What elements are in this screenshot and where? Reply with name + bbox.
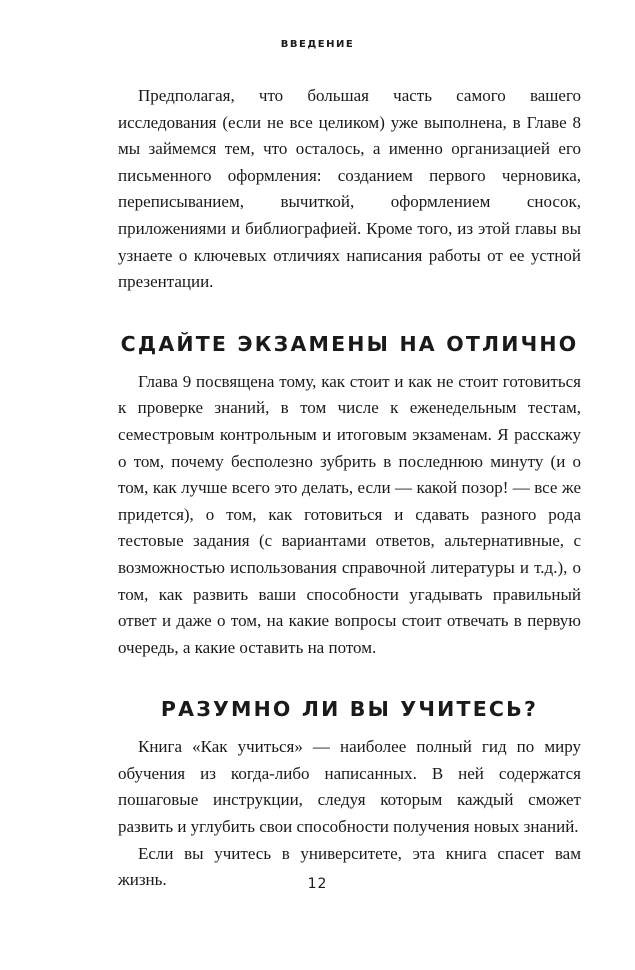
exams-paragraph: Глава 9 посвящена тому, как стоит и как не стоит готовиться к проверке знаний, в том числе к еженедельным тестам, семестровым контрольным и итоговым экзаменам. Я расскажу о том, почему бесполезно зубрить в последнюю минуту (и о том, как лучше всего это делать, если — какой позор! — все же придется), о том, как готовиться и сдавать разного рода тестовые задания (с вариантами ответов, альтернативные, с возможностью использования справочной литературы и т.д.), о том, как развить ваши способности угадывать правильный ответ и даже о том, на какие вопросы стоит отвечать в первую очередь, а какие оставить на потом.	[118, 371, 581, 657]
section-heading-learning: РАЗУМНО ЛИ ВЫ УЧИТЕСЬ?	[160, 697, 539, 722]
running-head: ВВЕДЕНИЕ	[280, 39, 355, 50]
intro-paragraph: Предполагая, что большая часть самого вашего исследования (если не все целиком) уже выполнена, в Главе 8 мы займемся тем, что осталось, а именно организацией его письменного оформления: созданием первого черновика, переписыванием, вычиткой, оформлением сносок, приложениями и библиографией. Кроме того, из этой главы вы узнаете о ключевых отличиях написания работы от ее устной презентации.	[118, 86, 581, 292]
learning-paragraph-2: Если вы учитесь в университете, эта книга спасет вам жизнь.	[118, 843, 581, 890]
page-body	[118, 83, 581, 894]
section-heading-exams: СДАЙТЕ ЭКЗАМЕНЫ НА ОТЛИЧНО	[120, 331, 579, 356]
learning-paragraph-1: Книга «Как учиться» — наиболее полный гид по миру обучения из когда-либо написанных. В ней содержатся пошаговые инструкции, следуя которым каждый сможет развить и углубить свои способности получения новых знаний.	[118, 737, 581, 837]
page-number: 12	[307, 876, 328, 892]
